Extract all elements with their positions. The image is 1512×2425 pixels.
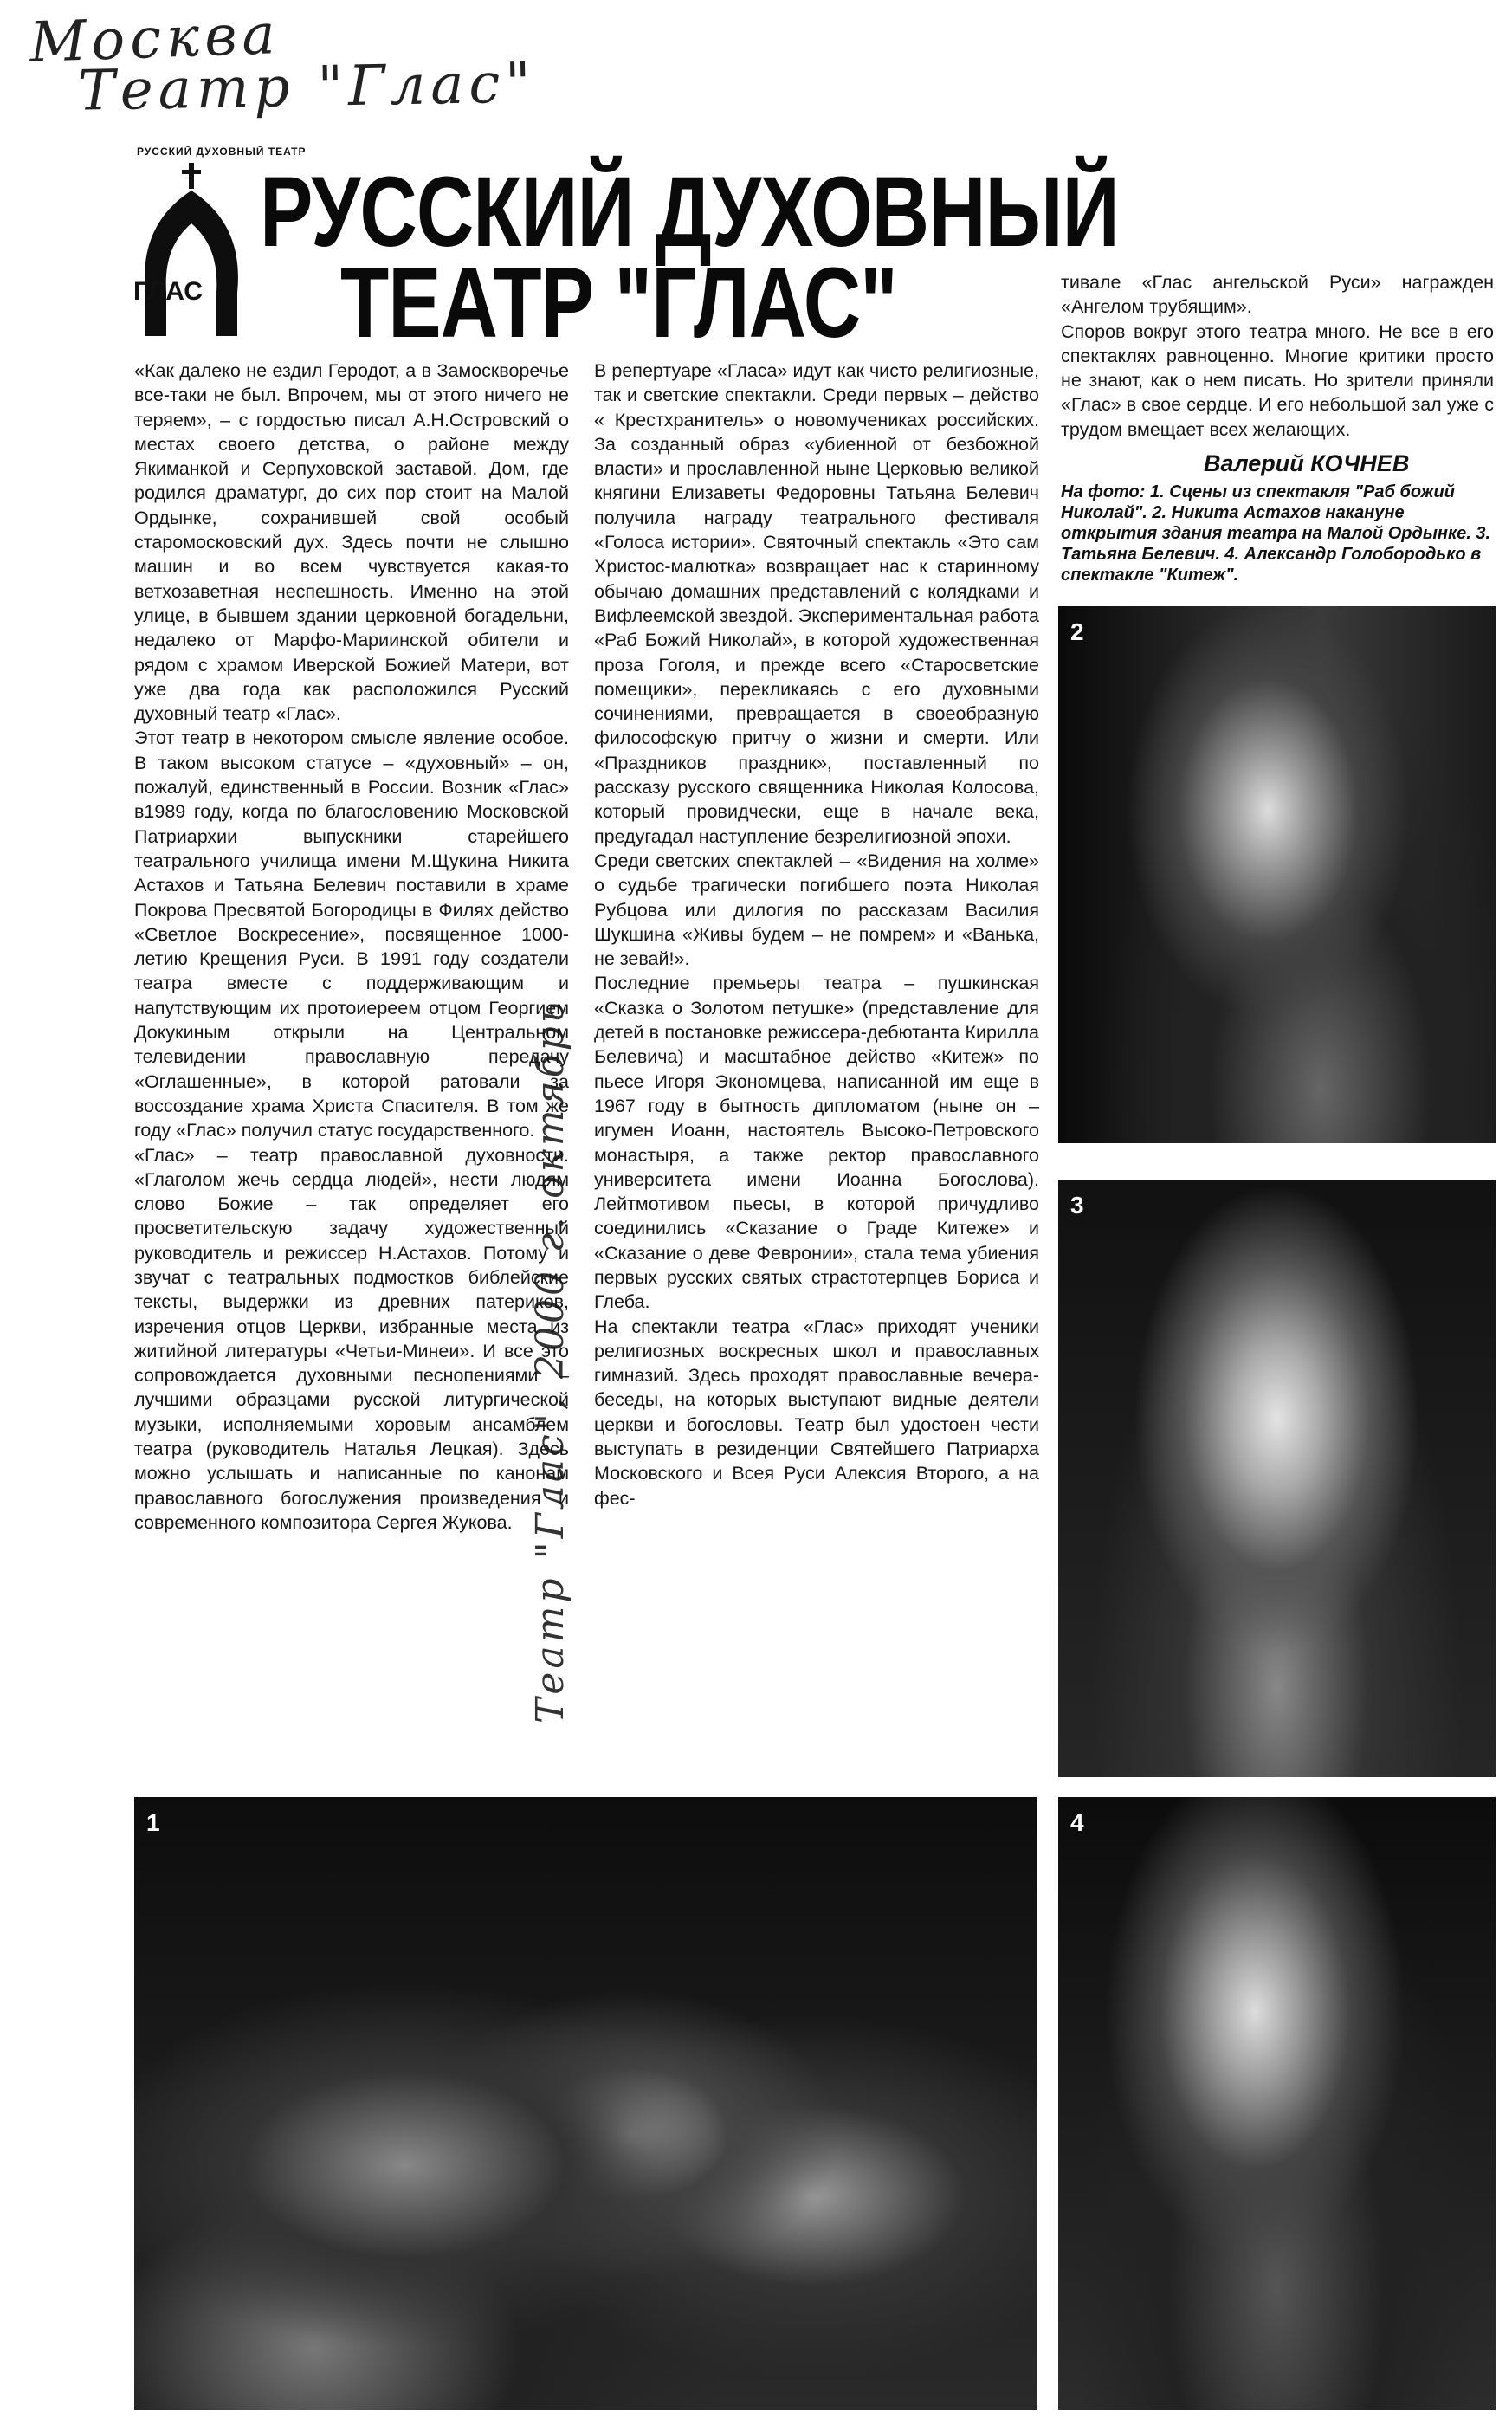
photo-number: 2 bbox=[1070, 618, 1084, 645]
handwritten-theatre: Театр "Глас" bbox=[77, 51, 537, 124]
author-byline: Валерий КОЧНЕВ bbox=[1204, 450, 1410, 476]
church-dome-icon bbox=[137, 163, 249, 336]
article-column-2: В репертуаре «Гласа» идут как чисто религиозные, так и светские спектакли. Среди первых – действо « Крестхранитель» о новомучениках российских. За созданный образ «убиенной от безбожной власти» и прославленной ныне Церковью великой княгини Елизаветы Федоровны Татьяна Белевич получила награду театрального фестиваля «Голоса истории». Святочный спектакль «Это сам Христос-малютка» возвращает нас к старинному обычаю домашних представлений с колядками и Вифлеемской звездой. Экспериментальная работа «Раб Божий Николай», в которой художественная проза Гоголя, и прежде всего «Старосветские помещики», перекликаясь с его духовными сочинениями, превращается в своеобразную философскую притчу о жизни и смерти. Или «Праздников праздник», поставленный по рассказу русского священника Николая Колосова, который провидчески, еще в начале века, предугадал наступление безрелигиозной эпохи. Среди светских спектаклей – «Видения на холме» о судьбе трагически погибшего поэта Николая Рубцова или дилогия по рассказам Василия Шукшина «Живы будем – не помрем» и «Ванька, не зевай!». Последние премьеры театра – пушкинская «Сказка о Золотом петушке» (представление для детей в постановке режиссера-дебютанта Кирилла Белевича) и масштабное действо «Китеж» по пьесе Игоря Экономцева, написанной им еще в 1967 году в бытность дипломатом (ныне он – игумен Иоанн, настоятель Высоко-Петровского монастыря, а также ректор православного университета имени Иоанна Богослова). Лейтмотивом пьесы, в которой причудливо соединились «Сказание о Граде Китеже» и «Сказание о деве Февронии», стала тема убиения первых русских святых страстотерпцев Бориса и Глеба. На спектакли театра «Глас» приходят ученики религиозных воскресных школ и православных гимназий. Здесь проходят православные вечера-беседы, на которых выступают видные деятели церкви и богословы. Театр был удостоен чести выступать в резиденции Святейшего Патриарха Московского и Всея Руси Алексия Второго, а на фес- bbox=[594, 360, 1039, 1509]
headline-line-1: РУССКИЙ ДУХОВНЫЙ bbox=[260, 157, 1119, 268]
photo-number: 3 bbox=[1070, 1192, 1084, 1219]
photo-nikita-astakhov bbox=[1058, 606, 1496, 1143]
logo-word: ГЛАС bbox=[133, 277, 203, 306]
article-column-1: «Как далеко не ездил Геродот, а в Замоскворечье все-таки не был. Впрочем, мы от этого ничего не теряем», – с гордостью писал А.Н.Островский о местах своего детства, о районе между Якиманкой и Серпуховской заставой. Дом, где родился драматург, до сих пор стоит на Малой Ордынке, сохранившей свой особый старомосковский дух. Здесь почти не слышно машин и во всем чувствуется какая-то ветхозаветная неспешность. Именно на этой улице, в бывшем здании церковной богадельни, недалеко от Марфо-Мариинской обители и рядом с храмом Иверской Божией Матери, вот уже два года как расположился Русский духовный театр «Глас». Этот театр в некотором смысле явление особое. В таком высоком статусе – «духовный» – он, пожалуй, единственный в России. Возник «Глас» в1989 году, когда по благословению Московской Патриархии выпускники старейшего театрального училища имени М.Щукина Никита Астахов и Татьяна Белевич поставили в храме Покрова Пресвятой Богородицы в Филях действо «Светлое Воскресение», посвященное 1000-летию Крещения Руси. В 1991 году создатели театра вместе с поддерживающим и напутствующим их протоиереем отцом Георгием Докукиным открыли на Центральном телевидении православную передачу «Оглашенные», в которой ратовали за воссоздание храма Христа Спасителя. В том же году «Глас» получил статус государственного. «Глас» – театр православной духовности. «Глаголом жечь сердца людей», нести людям слово Божие – так определяет его просветительскую задачу художественный руководитель и режиссер Н.Астахов. Потому и звучат с театральных подмостков библейские тексты, выдержки из древних патериков, изречения отцов Церкви, избранные места из житийной литературы «Четьи-Минеи». И все это сопровождается духовными песнопениями – лучшими образцами русской литургической музыки, исполняемыми хоровым ансамблем театра (руководитель Наталья Лецкая). Здесь можно услышать и написанные по канонам православного богослужения произведения и современного композитора Сергея Жукова. bbox=[134, 360, 569, 1533]
handwritten-side-note: Театр "Глас", 2000 г. октябрь bbox=[528, 999, 572, 1723]
photo-number: 1 bbox=[146, 1809, 160, 1836]
article-column-3: тивале «Глас ангельской Руси» награжден «Ангелом трубящим». Споров вокруг этого театра много. Не все в его спектаклях равноценно. Многие критики просто не знают, как о нем писать. Но зрители приняли «Глас» в свое сердце. И его небольшой зал уже с трудом вмещает всех желающих. bbox=[1061, 272, 1494, 440]
logo-top-text: РУССКИЙ ДУХОВНЫЙ ТЕАТР bbox=[137, 146, 307, 158]
photo-number: 4 bbox=[1070, 1809, 1084, 1836]
photo-caption: На фото: 1. Сцены из спектакля "Раб божий Николай". 2. Никита Астахов накануне открытия здания театра на Малой Ордынке. 3. Татьяна Белевич. 4. Александр Голобородько в спектакле "Китеж". bbox=[1061, 482, 1491, 585]
photo-tatyana-belevich bbox=[1058, 1180, 1496, 1777]
photo-alexander-goloborodko bbox=[1058, 1797, 1496, 2410]
handwritten-city: Москва bbox=[28, 2, 281, 76]
photo-stage-scene bbox=[134, 1797, 1037, 2410]
headline-line-2: ТЕАТР "ГЛАС" bbox=[340, 248, 897, 359]
theatre-logo bbox=[133, 146, 307, 336]
